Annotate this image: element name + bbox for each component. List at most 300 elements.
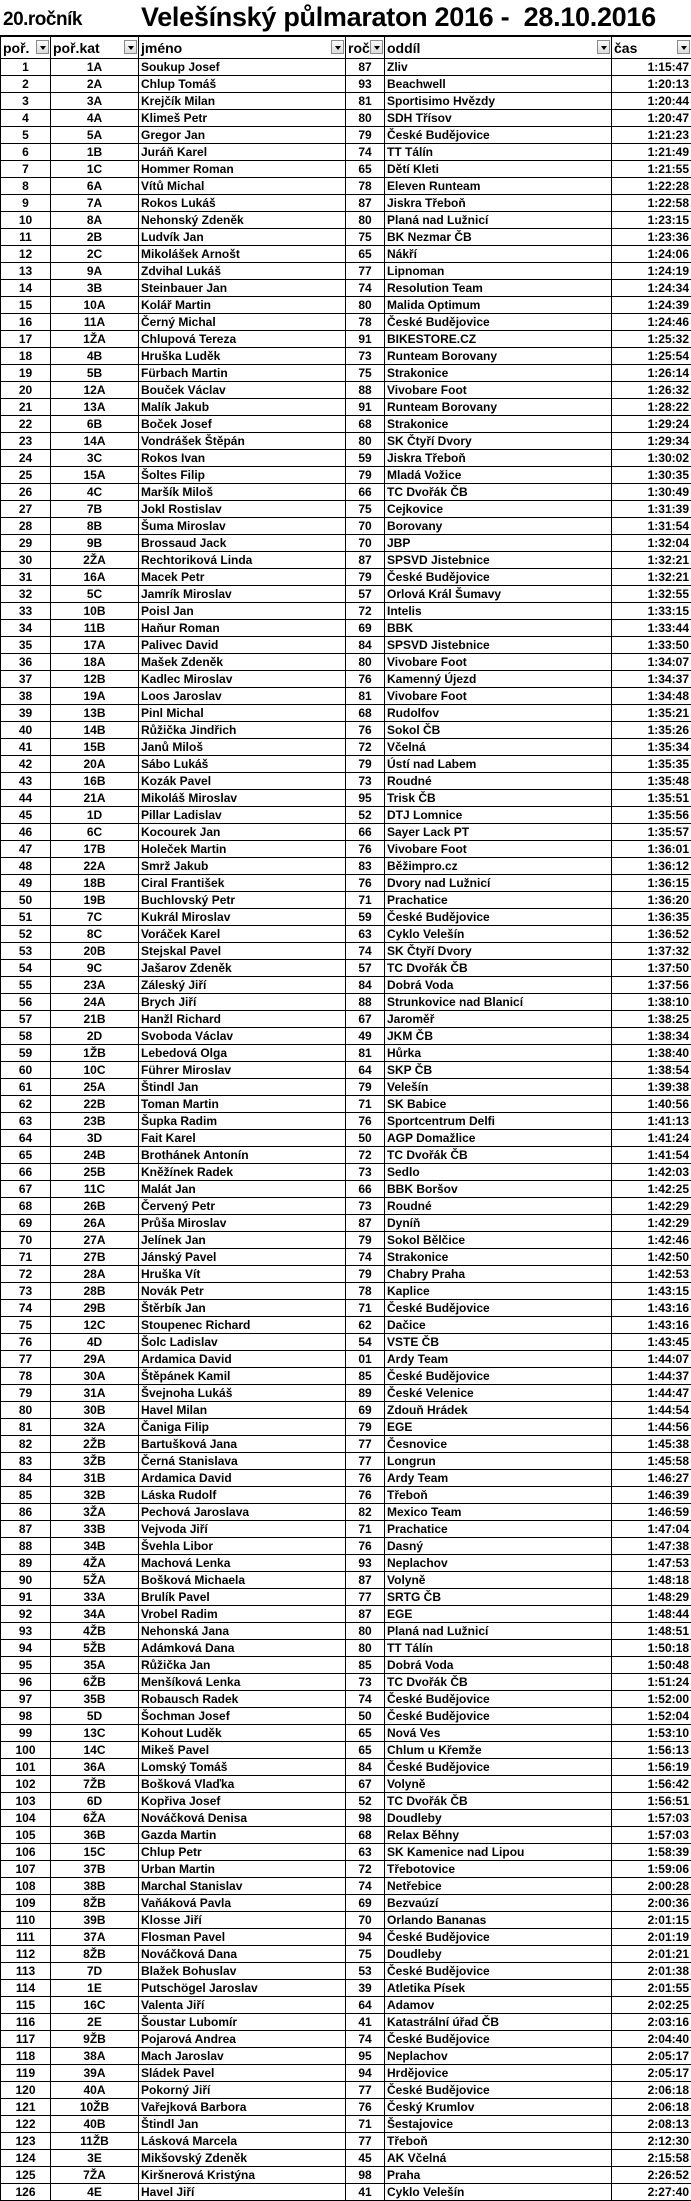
club-cell[interactable]: Ústí nad Labem: [385, 756, 612, 773]
category-rank-cell[interactable]: 5B: [51, 365, 139, 382]
category-rank-cell[interactable]: 4C: [51, 484, 139, 501]
time-cell[interactable]: 1:24:19: [612, 263, 691, 280]
category-rank-cell[interactable]: 22A: [51, 858, 139, 875]
category-rank-cell[interactable]: 6ŽB: [51, 1674, 139, 1691]
club-cell[interactable]: Cejkovice: [385, 501, 612, 518]
club-cell[interactable]: Dvory nad Lužnicí: [385, 875, 612, 892]
time-cell[interactable]: 1:56:19: [612, 1759, 691, 1776]
club-cell[interactable]: Kaplice: [385, 1283, 612, 1300]
rank-cell[interactable]: 46: [1, 824, 51, 841]
name-cell[interactable]: Vítů Michal: [139, 178, 346, 195]
name-cell[interactable]: Nehonská Jana: [139, 1623, 346, 1640]
rank-cell[interactable]: 85: [1, 1487, 51, 1504]
rank-cell[interactable]: 93: [1, 1623, 51, 1640]
rank-cell[interactable]: 99: [1, 1725, 51, 1742]
club-cell[interactable]: Chlum u Křemže: [385, 1742, 612, 1759]
year-cell[interactable]: 74: [346, 2031, 385, 2048]
year-cell[interactable]: 71: [346, 2116, 385, 2133]
category-rank-cell[interactable]: 35B: [51, 1691, 139, 1708]
rank-cell[interactable]: 2: [1, 76, 51, 93]
year-cell[interactable]: 67: [346, 1776, 385, 1793]
name-cell[interactable]: Loos Jaroslav: [139, 688, 346, 705]
club-cell[interactable]: Kamenný Újezd: [385, 671, 612, 688]
time-cell[interactable]: 1:48:51: [612, 1623, 691, 1640]
category-rank-cell[interactable]: 3B: [51, 280, 139, 297]
category-rank-cell[interactable]: 32B: [51, 1487, 139, 1504]
club-cell[interactable]: AGP Domažlice: [385, 1130, 612, 1147]
year-cell[interactable]: 83: [346, 858, 385, 875]
category-rank-cell[interactable]: 14B: [51, 722, 139, 739]
time-cell[interactable]: 1:36:15: [612, 875, 691, 892]
year-cell[interactable]: 80: [346, 1640, 385, 1657]
name-cell[interactable]: Nováčková Dana: [139, 1946, 346, 1963]
club-cell[interactable]: TT Tálín: [385, 144, 612, 161]
year-cell[interactable]: 79: [346, 1232, 385, 1249]
club-cell[interactable]: Vivobare Foot: [385, 382, 612, 399]
club-cell[interactable]: Praha: [385, 2167, 612, 2184]
rank-cell[interactable]: 16: [1, 314, 51, 331]
year-cell[interactable]: 74: [346, 1249, 385, 1266]
rank-cell[interactable]: 89: [1, 1555, 51, 1572]
rank-cell[interactable]: 45: [1, 807, 51, 824]
rank-cell[interactable]: 34: [1, 620, 51, 637]
club-cell[interactable]: DTJ Lomnice: [385, 807, 612, 824]
year-cell[interactable]: 65: [346, 246, 385, 263]
time-cell[interactable]: 1:57:03: [612, 1827, 691, 1844]
category-rank-cell[interactable]: 1A: [51, 59, 139, 76]
year-cell[interactable]: 81: [346, 1045, 385, 1062]
rank-cell[interactable]: 40: [1, 722, 51, 739]
rank-cell[interactable]: 50: [1, 892, 51, 909]
club-cell[interactable]: Intelis: [385, 603, 612, 620]
time-cell[interactable]: 1:44:07: [612, 1351, 691, 1368]
category-rank-cell[interactable]: 24A: [51, 994, 139, 1011]
time-cell[interactable]: 2:01:15: [612, 1912, 691, 1929]
rank-cell[interactable]: 56: [1, 994, 51, 1011]
category-rank-cell[interactable]: 34A: [51, 1606, 139, 1623]
category-rank-cell[interactable]: 39B: [51, 1912, 139, 1929]
name-cell[interactable]: Šupka Radim: [139, 1113, 346, 1130]
time-cell[interactable]: 1:46:59: [612, 1504, 691, 1521]
year-cell[interactable]: 85: [346, 1368, 385, 1385]
club-cell[interactable]: Doudleby: [385, 1810, 612, 1827]
year-cell[interactable]: 75: [346, 501, 385, 518]
year-cell[interactable]: 87: [346, 59, 385, 76]
time-cell[interactable]: 1:23:15: [612, 212, 691, 229]
name-cell[interactable]: Macek Petr: [139, 569, 346, 586]
name-cell[interactable]: Růžička Jindřich: [139, 722, 346, 739]
name-cell[interactable]: Kocourek Jan: [139, 824, 346, 841]
name-cell[interactable]: Brulík Pavel: [139, 1589, 346, 1606]
time-cell[interactable]: 2:00:28: [612, 1878, 691, 1895]
time-cell[interactable]: 1:50:18: [612, 1640, 691, 1657]
rank-cell[interactable]: 66: [1, 1164, 51, 1181]
name-cell[interactable]: Kopřiva Josef: [139, 1793, 346, 1810]
rank-cell[interactable]: 30: [1, 552, 51, 569]
category-rank-cell[interactable]: 10B: [51, 603, 139, 620]
year-cell[interactable]: 87: [346, 1572, 385, 1589]
club-cell[interactable]: Dobrá Voda: [385, 977, 612, 994]
name-cell[interactable]: Soukup Josef: [139, 59, 346, 76]
year-cell[interactable]: 88: [346, 382, 385, 399]
column-header-rank[interactable]: poř.: [1, 37, 51, 59]
year-cell[interactable]: 65: [346, 1742, 385, 1759]
time-cell[interactable]: 1:31:39: [612, 501, 691, 518]
category-rank-cell[interactable]: 26B: [51, 1198, 139, 1215]
category-rank-cell[interactable]: 5ŽB: [51, 1640, 139, 1657]
category-rank-cell[interactable]: 18B: [51, 875, 139, 892]
time-cell[interactable]: 1:28:22: [612, 399, 691, 416]
year-cell[interactable]: 69: [346, 1895, 385, 1912]
club-cell[interactable]: Orlová Král Šumavy: [385, 586, 612, 603]
time-cell[interactable]: 1:32:21: [612, 569, 691, 586]
name-cell[interactable]: Mikoláš Miroslav: [139, 790, 346, 807]
category-rank-cell[interactable]: 6D: [51, 1793, 139, 1810]
time-cell[interactable]: 1:33:44: [612, 620, 691, 637]
time-cell[interactable]: 1:42:46: [612, 1232, 691, 1249]
category-rank-cell[interactable]: 7ŽB: [51, 1776, 139, 1793]
category-rank-cell[interactable]: 21A: [51, 790, 139, 807]
rank-cell[interactable]: 49: [1, 875, 51, 892]
name-cell[interactable]: Krejčík Milan: [139, 93, 346, 110]
club-cell[interactable]: BBK Boršov: [385, 1181, 612, 1198]
category-rank-cell[interactable]: 5C: [51, 586, 139, 603]
rank-cell[interactable]: 117: [1, 2031, 51, 2048]
category-rank-cell[interactable]: 25A: [51, 1079, 139, 1096]
category-rank-cell[interactable]: 34B: [51, 1538, 139, 1555]
rank-cell[interactable]: 100: [1, 1742, 51, 1759]
time-cell[interactable]: 1:24:46: [612, 314, 691, 331]
club-cell[interactable]: Strakonice: [385, 1249, 612, 1266]
category-rank-cell[interactable]: 5ŽA: [51, 1572, 139, 1589]
category-rank-cell[interactable]: 37B: [51, 1861, 139, 1878]
year-cell[interactable]: 84: [346, 637, 385, 654]
rank-cell[interactable]: 81: [1, 1419, 51, 1436]
rank-cell[interactable]: 109: [1, 1895, 51, 1912]
time-cell[interactable]: 2:01:55: [612, 1980, 691, 1997]
time-cell[interactable]: 1:50:48: [612, 1657, 691, 1674]
year-cell[interactable]: 52: [346, 807, 385, 824]
rank-cell[interactable]: 29: [1, 535, 51, 552]
rank-cell[interactable]: 125: [1, 2167, 51, 2184]
year-cell[interactable]: 79: [346, 1079, 385, 1096]
name-cell[interactable]: Šuma Miroslav: [139, 518, 346, 535]
club-cell[interactable]: Vivobare Foot: [385, 654, 612, 671]
name-cell[interactable]: Ardamica David: [139, 1351, 346, 1368]
category-rank-cell[interactable]: 15B: [51, 739, 139, 756]
time-cell[interactable]: 1:43:45: [612, 1334, 691, 1351]
rank-cell[interactable]: 19: [1, 365, 51, 382]
time-cell[interactable]: 1:42:03: [612, 1164, 691, 1181]
name-cell[interactable]: Hruška Luděk: [139, 348, 346, 365]
year-cell[interactable]: 84: [346, 1759, 385, 1776]
name-cell[interactable]: Poisl Jan: [139, 603, 346, 620]
rank-cell[interactable]: 28: [1, 518, 51, 535]
time-cell[interactable]: 1:41:54: [612, 1147, 691, 1164]
category-rank-cell[interactable]: 36B: [51, 1827, 139, 1844]
category-rank-cell[interactable]: 17B: [51, 841, 139, 858]
club-cell[interactable]: Neplachov: [385, 2048, 612, 2065]
name-cell[interactable]: Boček Josef: [139, 416, 346, 433]
name-cell[interactable]: Štindl Jan: [139, 2116, 346, 2133]
time-cell[interactable]: 1:44:56: [612, 1419, 691, 1436]
name-cell[interactable]: Bošková Michaela: [139, 1572, 346, 1589]
category-rank-cell[interactable]: 27A: [51, 1232, 139, 1249]
name-cell[interactable]: Haňur Roman: [139, 620, 346, 637]
club-cell[interactable]: BBK: [385, 620, 612, 637]
rank-cell[interactable]: 60: [1, 1062, 51, 1079]
year-cell[interactable]: 67: [346, 1011, 385, 1028]
time-cell[interactable]: 1:38:25: [612, 1011, 691, 1028]
year-cell[interactable]: 81: [346, 688, 385, 705]
club-cell[interactable]: České Budějovice: [385, 127, 612, 144]
time-cell[interactable]: 2:05:17: [612, 2048, 691, 2065]
year-cell[interactable]: 94: [346, 2065, 385, 2082]
name-cell[interactable]: Rechtoriková Linda: [139, 552, 346, 569]
name-cell[interactable]: Kadlec Miroslav: [139, 671, 346, 688]
category-rank-cell[interactable]: 4B: [51, 348, 139, 365]
year-cell[interactable]: 75: [346, 365, 385, 382]
name-cell[interactable]: Nehonský Zdeněk: [139, 212, 346, 229]
club-cell[interactable]: Třeboň: [385, 2133, 612, 2150]
year-cell[interactable]: 73: [346, 348, 385, 365]
rank-cell[interactable]: 77: [1, 1351, 51, 1368]
category-rank-cell[interactable]: 8B: [51, 518, 139, 535]
time-cell[interactable]: 1:21:55: [612, 161, 691, 178]
rank-cell[interactable]: 53: [1, 943, 51, 960]
rank-cell[interactable]: 6: [1, 144, 51, 161]
category-rank-cell[interactable]: 38A: [51, 2048, 139, 2065]
name-cell[interactable]: Šoltes Filip: [139, 467, 346, 484]
time-cell[interactable]: 2:04:40: [612, 2031, 691, 2048]
time-cell[interactable]: 1:26:14: [612, 365, 691, 382]
name-cell[interactable]: Bartušková Jana: [139, 1436, 346, 1453]
club-cell[interactable]: BIKESTORE.CZ: [385, 331, 612, 348]
year-cell[interactable]: 65: [346, 161, 385, 178]
name-cell[interactable]: Adámková Dana: [139, 1640, 346, 1657]
name-cell[interactable]: Jašarov Zdeněk: [139, 960, 346, 977]
name-cell[interactable]: Pillar Ladislav: [139, 807, 346, 824]
year-cell[interactable]: 66: [346, 484, 385, 501]
club-cell[interactable]: Doudleby: [385, 1946, 612, 1963]
year-cell[interactable]: 63: [346, 926, 385, 943]
category-rank-cell[interactable]: 22B: [51, 1096, 139, 1113]
club-cell[interactable]: TC Dvořák ČB: [385, 1147, 612, 1164]
rank-cell[interactable]: 23: [1, 433, 51, 450]
rank-cell[interactable]: 59: [1, 1045, 51, 1062]
year-cell[interactable]: 64: [346, 1062, 385, 1079]
rank-cell[interactable]: 72: [1, 1266, 51, 1283]
time-cell[interactable]: 1:33:15: [612, 603, 691, 620]
rank-cell[interactable]: 87: [1, 1521, 51, 1538]
rank-cell[interactable]: 32: [1, 586, 51, 603]
club-cell[interactable]: Relax Běhny: [385, 1827, 612, 1844]
name-cell[interactable]: Švehla Libor: [139, 1538, 346, 1555]
year-cell[interactable]: 77: [346, 1453, 385, 1470]
category-rank-cell[interactable]: 19A: [51, 688, 139, 705]
time-cell[interactable]: 1:26:32: [612, 382, 691, 399]
year-cell[interactable]: 91: [346, 399, 385, 416]
name-cell[interactable]: Mach Jaroslav: [139, 2048, 346, 2065]
club-cell[interactable]: Neplachov: [385, 1555, 612, 1572]
rank-cell[interactable]: 18: [1, 348, 51, 365]
name-cell[interactable]: Lebedová Olga: [139, 1045, 346, 1062]
year-cell[interactable]: 70: [346, 1912, 385, 1929]
category-rank-cell[interactable]: 11ŽB: [51, 2133, 139, 2150]
club-cell[interactable]: TT Tálín: [385, 1640, 612, 1657]
category-rank-cell[interactable]: 3C: [51, 450, 139, 467]
category-rank-cell[interactable]: 16C: [51, 1997, 139, 2014]
time-cell[interactable]: 1:36:01: [612, 841, 691, 858]
name-cell[interactable]: Švejnoha Lukáš: [139, 1385, 346, 1402]
time-cell[interactable]: 1:42:50: [612, 1249, 691, 1266]
name-cell[interactable]: Vaňáková Pavla: [139, 1895, 346, 1912]
rank-cell[interactable]: 37: [1, 671, 51, 688]
year-cell[interactable]: 57: [346, 586, 385, 603]
time-cell[interactable]: 1:51:24: [612, 1674, 691, 1691]
club-cell[interactable]: TC Dvořák ČB: [385, 960, 612, 977]
rank-cell[interactable]: 73: [1, 1283, 51, 1300]
name-cell[interactable]: Stejskal Pavel: [139, 943, 346, 960]
time-cell[interactable]: 1:56:13: [612, 1742, 691, 1759]
category-rank-cell[interactable]: 33B: [51, 1521, 139, 1538]
time-cell[interactable]: 1:31:54: [612, 518, 691, 535]
category-rank-cell[interactable]: 38B: [51, 1878, 139, 1895]
club-cell[interactable]: České Budějovice: [385, 569, 612, 586]
rank-cell[interactable]: 39: [1, 705, 51, 722]
club-cell[interactable]: Volyně: [385, 1572, 612, 1589]
category-rank-cell[interactable]: 29B: [51, 1300, 139, 1317]
name-cell[interactable]: Menšíková Lenka: [139, 1674, 346, 1691]
year-cell[interactable]: 68: [346, 1827, 385, 1844]
year-cell[interactable]: 98: [346, 1810, 385, 1827]
category-rank-cell[interactable]: 3A: [51, 93, 139, 110]
column-header-year[interactable]: roč: [346, 37, 385, 59]
year-cell[interactable]: 87: [346, 552, 385, 569]
year-cell[interactable]: 82: [346, 1504, 385, 1521]
time-cell[interactable]: 2:01:21: [612, 1946, 691, 1963]
name-cell[interactable]: Hanžl Richard: [139, 1011, 346, 1028]
rank-cell[interactable]: 42: [1, 756, 51, 773]
club-cell[interactable]: Bezvaúzí: [385, 1895, 612, 1912]
rank-cell[interactable]: 119: [1, 2065, 51, 2082]
year-cell[interactable]: 41: [346, 2184, 385, 2201]
year-cell[interactable]: 72: [346, 1861, 385, 1878]
club-cell[interactable]: Sportcentrum Delfi: [385, 1113, 612, 1130]
time-cell[interactable]: 1:37:50: [612, 960, 691, 977]
rank-cell[interactable]: 71: [1, 1249, 51, 1266]
club-cell[interactable]: Katastrální úřad ČB: [385, 2014, 612, 2031]
name-cell[interactable]: Marchal Stanislav: [139, 1878, 346, 1895]
category-rank-cell[interactable]: 13A: [51, 399, 139, 416]
rank-cell[interactable]: 26: [1, 484, 51, 501]
year-cell[interactable]: 85: [346, 1657, 385, 1674]
time-cell[interactable]: 1:46:39: [612, 1487, 691, 1504]
time-cell[interactable]: 1:25:54: [612, 348, 691, 365]
club-cell[interactable]: Runteam Borovany: [385, 399, 612, 416]
category-rank-cell[interactable]: 8C: [51, 926, 139, 943]
club-cell[interactable]: Longrun: [385, 1453, 612, 1470]
name-cell[interactable]: Mikeš Pavel: [139, 1742, 346, 1759]
time-cell[interactable]: 1:45:38: [612, 1436, 691, 1453]
name-cell[interactable]: Bošková Vlaďka: [139, 1776, 346, 1793]
time-cell[interactable]: 1:34:37: [612, 671, 691, 688]
time-cell[interactable]: 1:32:55: [612, 586, 691, 603]
club-cell[interactable]: Dasný: [385, 1538, 612, 1555]
rank-cell[interactable]: 82: [1, 1436, 51, 1453]
rank-cell[interactable]: 107: [1, 1861, 51, 1878]
club-cell[interactable]: Rudolfov: [385, 705, 612, 722]
club-cell[interactable]: Cyklo Velešín: [385, 2184, 612, 2201]
rank-cell[interactable]: 38: [1, 688, 51, 705]
rank-cell[interactable]: 25: [1, 467, 51, 484]
name-cell[interactable]: Vařejková Barbora: [139, 2099, 346, 2116]
club-cell[interactable]: České Budějovice: [385, 1929, 612, 1946]
name-cell[interactable]: Ciral František: [139, 875, 346, 892]
name-cell[interactable]: Mikšovský Zdeněk: [139, 2150, 346, 2167]
name-cell[interactable]: Šolc Ladislav: [139, 1334, 346, 1351]
year-cell[interactable]: 41: [346, 2014, 385, 2031]
name-cell[interactable]: Voráček Karel: [139, 926, 346, 943]
name-cell[interactable]: Kozák Pavel: [139, 773, 346, 790]
rank-cell[interactable]: 10: [1, 212, 51, 229]
club-cell[interactable]: České Budějovice: [385, 1368, 612, 1385]
rank-cell[interactable]: 63: [1, 1113, 51, 1130]
category-rank-cell[interactable]: 37A: [51, 1929, 139, 1946]
year-cell[interactable]: 80: [346, 110, 385, 127]
time-cell[interactable]: 1:32:04: [612, 535, 691, 552]
club-cell[interactable]: Strunkovice nad Blanicí: [385, 994, 612, 1011]
name-cell[interactable]: Růžička Jan: [139, 1657, 346, 1674]
name-cell[interactable]: Rokos Ivan: [139, 450, 346, 467]
year-cell[interactable]: 49: [346, 1028, 385, 1045]
year-cell[interactable]: 73: [346, 773, 385, 790]
year-cell[interactable]: 75: [346, 1946, 385, 1963]
year-cell[interactable]: 71: [346, 892, 385, 909]
name-cell[interactable]: Štěrbík Jan: [139, 1300, 346, 1317]
year-cell[interactable]: 93: [346, 76, 385, 93]
name-cell[interactable]: Putschögel Jaroslav: [139, 1980, 346, 1997]
time-cell[interactable]: 1:37:32: [612, 943, 691, 960]
year-cell[interactable]: 65: [346, 1725, 385, 1742]
name-cell[interactable]: Steinbauer Jan: [139, 280, 346, 297]
club-cell[interactable]: Zdouň Hrádek: [385, 1402, 612, 1419]
rank-cell[interactable]: 43: [1, 773, 51, 790]
time-cell[interactable]: 1:33:50: [612, 637, 691, 654]
rank-cell[interactable]: 126: [1, 2184, 51, 2201]
filter-dropdown-icon[interactable]: [124, 40, 137, 54]
name-cell[interactable]: Chlup Petr: [139, 1844, 346, 1861]
year-cell[interactable]: 73: [346, 1674, 385, 1691]
name-cell[interactable]: Malát Jan: [139, 1181, 346, 1198]
time-cell[interactable]: 1:53:10: [612, 1725, 691, 1742]
category-rank-cell[interactable]: 21B: [51, 1011, 139, 1028]
club-cell[interactable]: České Budějovice: [385, 1708, 612, 1725]
club-cell[interactable]: České Budějovice: [385, 1300, 612, 1317]
name-cell[interactable]: Rokos Lukáš: [139, 195, 346, 212]
time-cell[interactable]: 1:52:04: [612, 1708, 691, 1725]
name-cell[interactable]: Kiršnerová Kristýna: [139, 2167, 346, 2184]
club-cell[interactable]: SPSVD Jistebnice: [385, 637, 612, 654]
club-cell[interactable]: Jiskra Třeboň: [385, 195, 612, 212]
name-cell[interactable]: Brothánek Antonín: [139, 1147, 346, 1164]
name-cell[interactable]: Robausch Radek: [139, 1691, 346, 1708]
time-cell[interactable]: 1:34:07: [612, 654, 691, 671]
time-cell[interactable]: 1:24:39: [612, 297, 691, 314]
club-cell[interactable]: Adamov: [385, 1997, 612, 2014]
rank-cell[interactable]: 112: [1, 1946, 51, 1963]
category-rank-cell[interactable]: 4E: [51, 2184, 139, 2201]
